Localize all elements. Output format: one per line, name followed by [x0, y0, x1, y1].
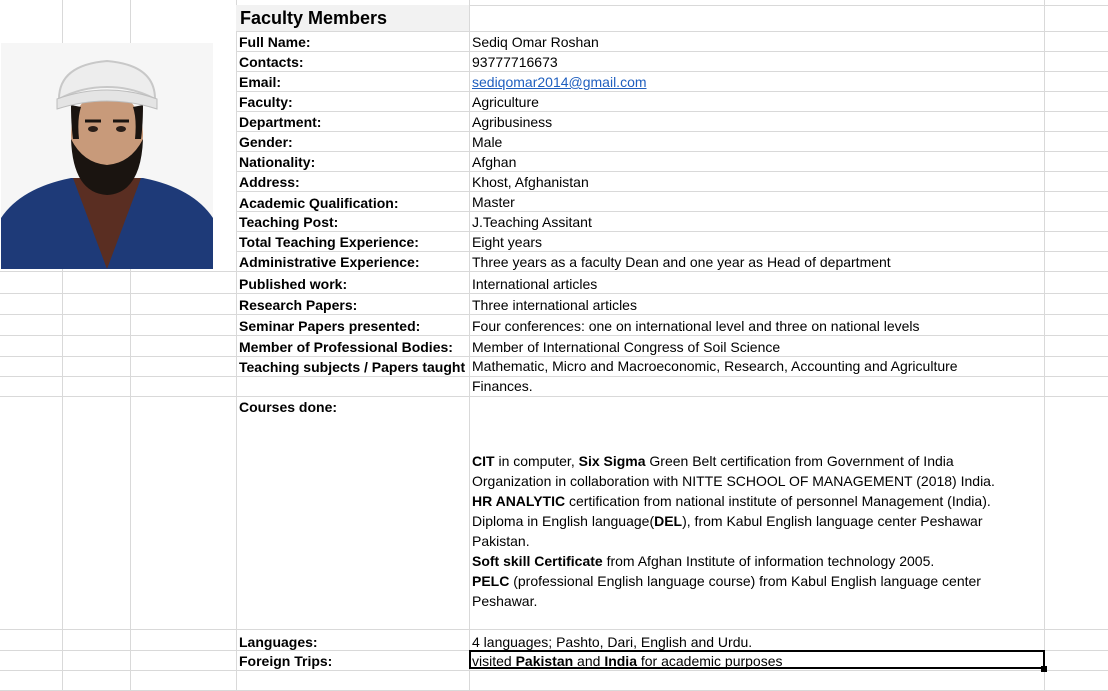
grid-line — [236, 231, 1108, 232]
value-languages[interactable]: 4 languages; Pashto, Dari, English and Urdu. — [472, 634, 753, 650]
label-courses-done[interactable]: Courses done: — [239, 399, 338, 415]
grid-line — [236, 211, 1108, 212]
course-item: CIT in computer, Six Sigma Green Belt certification from Government of India Organization in collaboration with NITTE SCHOOL OF MANAGEMENT (2018) India. — [472, 453, 995, 489]
label-languages[interactable]: Languages: — [239, 634, 318, 650]
value-professional-bodies[interactable]: Member of International Congress of Soil Science — [472, 339, 781, 355]
email-link[interactable]: sediqomar2014@gmail.com — [472, 74, 647, 90]
grid-line — [0, 629, 236, 630]
label-foreign-trips[interactable]: Foreign Trips: — [239, 653, 333, 669]
grid-line — [236, 151, 1108, 152]
value-nationality[interactable]: Afghan — [472, 154, 517, 170]
course-item: Diploma in English language(DEL), from Kabul English language center Peshawar Pakistan. — [472, 513, 983, 549]
course-item: Soft skill Certificate from Afghan Institute of information technology 2005. — [472, 553, 935, 569]
value-seminar-papers[interactable]: Four conferences: one on international level and three on national levels — [472, 318, 920, 334]
grid-line — [0, 356, 236, 357]
label-full-name[interactable]: Full Name: — [239, 34, 311, 50]
label-email[interactable]: Email: — [239, 74, 282, 90]
grid-line — [236, 71, 1108, 72]
value-gender[interactable]: Male — [472, 134, 503, 150]
value-courses-done[interactable] — [472, 451, 1032, 611]
value-administrative-experience[interactable]: Three years as a faculty Dean and one year as Head of department — [472, 254, 891, 270]
grid-line — [0, 376, 236, 377]
label-total-teaching-experience[interactable]: Total Teaching Experience: — [239, 234, 419, 250]
selected-cell-border[interactable] — [469, 650, 1045, 669]
value-total-teaching-experience[interactable]: Eight years — [472, 234, 543, 250]
label-professional-bodies[interactable]: Member of Professional Bodies: — [239, 339, 453, 355]
value-contacts[interactable]: 93777716673 — [472, 54, 558, 70]
label-research-papers[interactable]: Research Papers: — [239, 297, 358, 313]
label-department[interactable]: Department: — [239, 114, 322, 130]
label-academic-qualification[interactable]: Academic Qualification: — [239, 195, 399, 211]
value-address[interactable]: Khost, Afghanistan — [472, 174, 589, 190]
label-contacts[interactable]: Contacts: — [239, 54, 304, 70]
label-seminar-papers[interactable]: Seminar Papers presented: — [239, 318, 421, 334]
course-item: HR ANALYTIC certification from national institute of personnel Management (India). — [472, 493, 991, 509]
grid-line — [236, 131, 1108, 132]
label-address[interactable]: Address: — [239, 174, 300, 190]
label-published-work[interactable]: Published work: — [239, 276, 348, 292]
grid-line — [0, 396, 236, 397]
value-department[interactable]: Agribusiness — [472, 114, 553, 130]
label-teaching-subjects[interactable]: Teaching subjects / Papers taught — [239, 359, 466, 375]
value-faculty[interactable]: Agriculture — [472, 94, 539, 110]
grid-line — [236, 51, 1108, 52]
value-email[interactable] — [472, 74, 647, 90]
grid-line — [236, 251, 1108, 252]
course-item: PELC (professional English language course) from Kabul English language center Peshawar. — [472, 573, 981, 609]
value-academic-qualification[interactable]: Master — [472, 194, 515, 210]
value-teaching-post[interactable]: J.Teaching Assitant — [472, 214, 592, 230]
grid-line — [236, 191, 1108, 192]
fill-handle[interactable] — [1041, 666, 1047, 672]
grid-line — [0, 335, 236, 336]
grid-line — [236, 271, 1108, 272]
grid-line — [0, 670, 236, 671]
grid-line — [0, 314, 236, 315]
grid-line — [469, 0, 470, 691]
value-full-name[interactable]: Sediq Omar Roshan — [472, 34, 599, 50]
label-administrative-experience[interactable]: Administrative Experience: — [239, 254, 420, 270]
grid-line — [236, 111, 1108, 112]
grid-line — [236, 293, 1108, 294]
page-title: Faculty Members — [240, 8, 388, 28]
grid-line — [0, 650, 236, 651]
profile-photo[interactable] — [1, 43, 213, 269]
grid-line — [236, 91, 1108, 92]
avatar — [1, 43, 213, 269]
grid-line — [1044, 0, 1045, 691]
grid-line — [0, 293, 236, 294]
label-faculty[interactable]: Faculty: — [239, 94, 293, 110]
label-nationality[interactable]: Nationality: — [239, 154, 316, 170]
grid-line — [236, 0, 237, 691]
label-gender[interactable]: Gender: — [239, 134, 293, 150]
value-research-papers[interactable]: Three international articles — [472, 297, 637, 313]
value-published-work[interactable]: International articles — [472, 276, 598, 292]
value-foreign-trips[interactable]: visited Pakistan and India for academic purposes — [472, 653, 783, 669]
grid-line — [236, 31, 1108, 32]
label-teaching-post[interactable]: Teaching Post: — [239, 214, 339, 230]
grid-line — [236, 171, 1108, 172]
value-teaching-subjects[interactable]: Mathematic, Micro and Macroeconomic, Research, Accounting and Agriculture Finances. — [472, 358, 958, 394]
grid-line — [0, 271, 236, 272]
